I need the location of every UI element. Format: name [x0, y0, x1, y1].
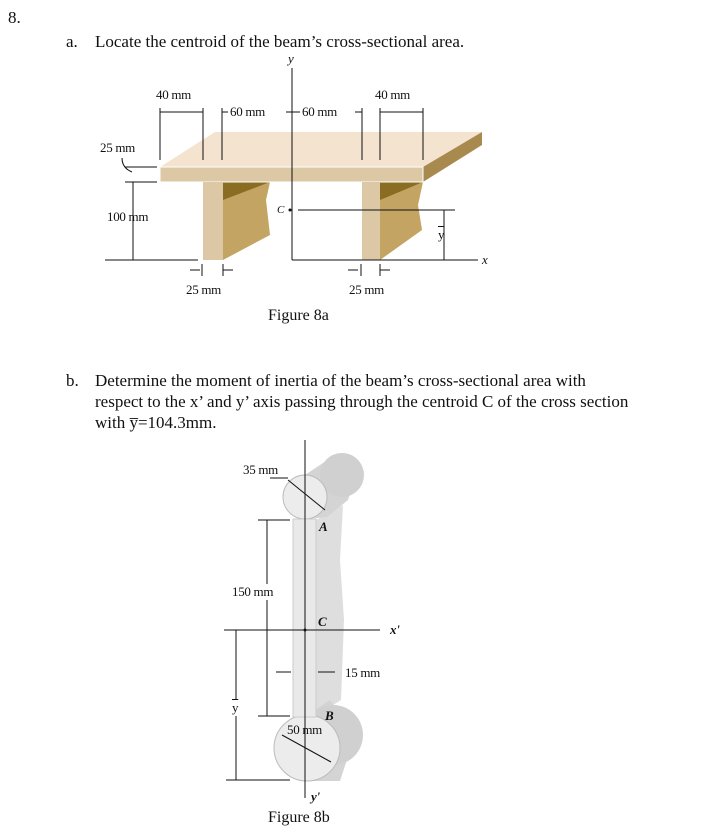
- part-b-line-3: with y̅=104.3mm.: [95, 413, 217, 432]
- fig8b-ybar: $\overline{y}$: [232, 700, 239, 715]
- dim-flange-thickness: 25 mm: [100, 140, 135, 155]
- point-b: B: [325, 708, 334, 723]
- dim-top-diameter: 35 mm: [243, 462, 278, 477]
- fig8a-ybar: $\overline{y}$: [438, 227, 445, 242]
- figure-8b-caption: Figure 8b: [268, 809, 330, 826]
- fig8b-axis-x: x': [390, 622, 400, 637]
- part-b-line-2: respect to the x’ and y’ axis passing through the centroid C of the cross section: [95, 392, 629, 411]
- figure-8a-caption: Figure 8a: [268, 307, 329, 324]
- dim-right-web: 25 mm: [349, 282, 384, 297]
- fig8a-centroid: C: [277, 204, 285, 216]
- fig8b-axis-y: y': [311, 789, 320, 804]
- fig8a-axis-x: x: [482, 252, 488, 267]
- fig8a-axis-y: y: [288, 51, 294, 66]
- dim-left-web: 25 mm: [186, 282, 221, 297]
- part-b-line-1: Determine the moment of inertia of the beam’s cross-sectional area with: [95, 371, 586, 390]
- problem-number: 8.: [8, 8, 21, 27]
- dim-web-thickness: 15 mm: [345, 665, 380, 680]
- part-a-label: a.: [66, 32, 78, 51]
- dim-left-flange: 40 mm: [156, 87, 191, 102]
- dim-right-flange: 40 mm: [375, 87, 410, 102]
- dim-left-inner: 60 mm: [230, 104, 265, 119]
- dim-bottom-diameter: 50 mm: [287, 722, 322, 737]
- fig8b-centroid: C: [318, 614, 327, 629]
- dim-right-inner: 60 mm: [302, 104, 337, 119]
- part-a-text: Locate the centroid of the beam’s cross-sectional area.: [95, 32, 465, 51]
- dim-web-height: 100 mm: [107, 209, 149, 224]
- part-b-label: b.: [66, 371, 79, 390]
- dim-height: 150 mm: [232, 584, 274, 599]
- point-a: A: [319, 519, 328, 534]
